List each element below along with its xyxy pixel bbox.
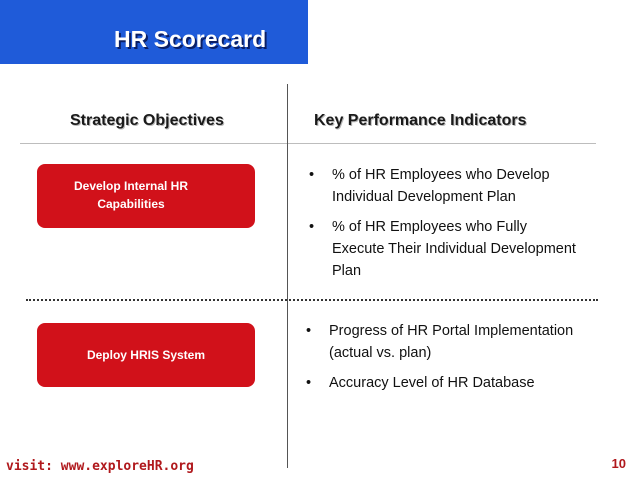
- kpi-text: % of HR Employees who Develop Individual Development Plan: [332, 167, 550, 205]
- slide-title: HR Scorecard: [114, 26, 267, 52]
- column-divider: [287, 84, 288, 468]
- kpi-text: % of HR Employees who Fully Execute Their Individual Development Plan: [332, 219, 576, 279]
- footer-website-link[interactable]: visit: www.exploreHR.org: [6, 459, 194, 474]
- kpi-list-deploy-hris: [302, 320, 599, 402]
- objective-label: Develop Internal HR Capabilities: [73, 179, 189, 211]
- header-divider: [20, 143, 596, 144]
- kpi-item: [305, 164, 582, 208]
- kpi-text: Accuracy Level of HR Database: [329, 375, 535, 391]
- strategic-objectives-header: Strategic Objectives: [70, 112, 224, 129]
- objective-box-develop-hr-capabilities: [37, 164, 255, 228]
- objective-label: Deploy HRIS System: [86, 348, 206, 362]
- kpi-item: [305, 216, 582, 282]
- objective-box-deploy-hris: [37, 323, 255, 387]
- bullet-icon: •: [309, 167, 315, 183]
- bullet-icon: •: [306, 375, 312, 391]
- kpi-text: Progress of HR Portal Implementation (actual vs. plan): [329, 323, 574, 361]
- kpi-item: [302, 320, 599, 364]
- bullet-icon: •: [306, 323, 312, 339]
- bullet-icon: •: [309, 219, 315, 235]
- kpi-list-develop-hr-capabilities: [305, 164, 582, 290]
- page-number: 10: [611, 456, 626, 471]
- row-divider: [26, 299, 598, 301]
- kpi-header: Key Performance Indicators: [314, 112, 527, 129]
- kpi-item: [302, 372, 599, 394]
